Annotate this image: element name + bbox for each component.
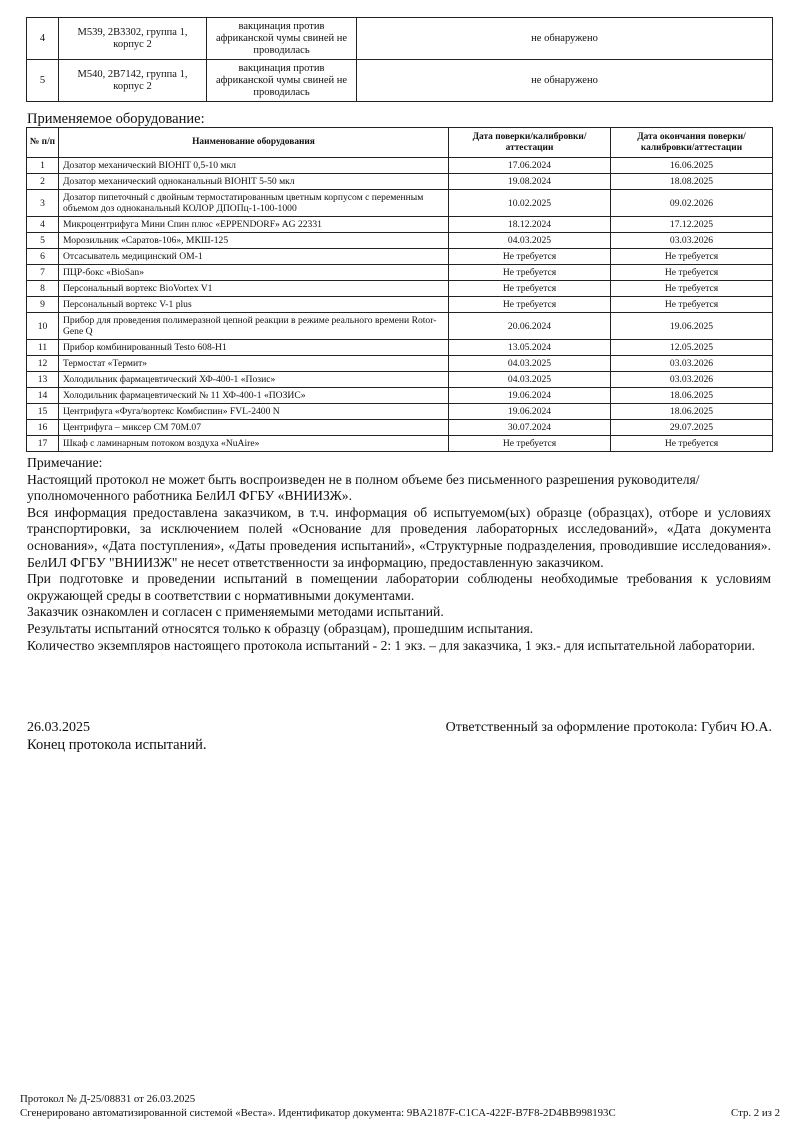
table-row: [27, 420, 773, 436]
row-number: 4: [27, 217, 59, 233]
equipment-name: Дозатор механический BIOHIT 0,5-10 мкл: [59, 158, 449, 174]
row-number: 1: [27, 158, 59, 174]
row-number: 10: [27, 313, 59, 340]
table-row: [27, 174, 773, 190]
results-table: [26, 17, 773, 102]
calibration-date: Не требуется: [449, 281, 611, 297]
equipment-name: Персональный вортекс V-1 plus: [59, 297, 449, 313]
column-header-num: № п/п: [27, 128, 59, 158]
row-number: 3: [27, 190, 59, 217]
signature-date: 26.03.2025: [27, 720, 90, 735]
row-number: 8: [27, 281, 59, 297]
table-row: [27, 313, 773, 340]
notes-heading: Примечание:: [27, 455, 103, 470]
table-row: [27, 60, 773, 102]
table-row: [27, 158, 773, 174]
calibration-date: Не требуется: [449, 265, 611, 281]
calibration-date: Не требуется: [449, 297, 611, 313]
calibration-end-date: Не требуется: [611, 297, 773, 313]
table-row: [27, 404, 773, 420]
equipment-name: Прибор для проведения полимеразной цепной реакции в режиме реального времени Rotor-Gene Q: [59, 313, 449, 340]
row-number: 15: [27, 404, 59, 420]
row-number: 5: [27, 233, 59, 249]
calibration-end-date: Не требуется: [611, 265, 773, 281]
row-number: 5: [27, 60, 59, 102]
equipment-name: Отсасыватель медицинский ОМ-1: [59, 249, 449, 265]
table-row: [27, 265, 773, 281]
row-number: 9: [27, 297, 59, 313]
equipment-name: Холодильник фармацевтический № 11 ХФ-400-1 «ПОЗИС»: [59, 388, 449, 404]
table-row: [27, 356, 773, 372]
notes-section: [27, 455, 771, 654]
calibration-date: 10.02.2025: [449, 190, 611, 217]
table-row: [27, 297, 773, 313]
calibration-date: 04.03.2025: [449, 372, 611, 388]
calibration-date: 17.06.2024: [449, 158, 611, 174]
calibration-end-date: 18.06.2025: [611, 388, 773, 404]
table-row: [27, 436, 773, 452]
table-row: [27, 249, 773, 265]
calibration-end-date: 03.03.2026: [611, 372, 773, 388]
equipment-heading: Применяемое оборудование:: [27, 111, 205, 127]
calibration-end-date: 18.08.2025: [611, 174, 773, 190]
table-row: [27, 233, 773, 249]
row-number: 12: [27, 356, 59, 372]
column-header-end-date: Дата окончания поверки/калибровки/аттестации: [611, 128, 773, 158]
equipment-name: ПЦР-бокс «BioSan»: [59, 265, 449, 281]
row-number: 11: [27, 340, 59, 356]
equipment-name: Шкаф с ламинарным потоком воздуха «NuAire»: [59, 436, 449, 452]
calibration-date: 13.05.2024: [449, 340, 611, 356]
calibration-date: 04.03.2025: [449, 356, 611, 372]
row-number: 14: [27, 388, 59, 404]
equipment-name: Центрифуга – миксер СМ 70М.07: [59, 420, 449, 436]
calibration-date: 19.06.2024: [449, 388, 611, 404]
note-paragraph: Настоящий протокол не может быть воспроизведен не в полном объеме без письменного разрешения руководителя/уполномоченного работника БелИЛ ФГБУ «ВНИИЗЖ».: [27, 471, 700, 504]
sample-id: M539, 2B3302, группа 1, корпус 2: [59, 18, 207, 60]
table-row: [27, 281, 773, 297]
table-row: [27, 190, 773, 217]
note-paragraph: Вся информация предоставлена заказчиком, в т.ч. информация об испытуемом(ых) образце (образцах), отборе и условиях транспортировки, за исключением полей «Основание для проведения лабораторных исследований», «Дата документа основания», «Дата поступления», «Даты проведения испытаний», «Структурные подразделения, проводившие исследования». БелИЛ ФГБУ "ВНИИЗЖ" не несет ответственности за информацию, предоставленную заказчиком.: [27, 504, 771, 570]
row-number: 7: [27, 265, 59, 281]
row-number: 17: [27, 436, 59, 452]
calibration-date: 20.06.2024: [449, 313, 611, 340]
equipment-name: Дозатор пипеточный с двойным термостатированным цветным корпусом с переменным объемом доз одноканальный КОЛОР ДПОПц-1-100-1000: [59, 190, 449, 217]
footer-generated-id: Сгенерировано автоматизированной системой «Веста». Идентификатор документа: 9BA2187F-C1CA-422F-B7F8-2D4BB998193C: [20, 1107, 616, 1119]
calibration-date: 18.12.2024: [449, 217, 611, 233]
calibration-end-date: 17.12.2025: [611, 217, 773, 233]
responsible-person: Ответственный за оформление протокола: Губич Ю.А.: [445, 720, 772, 735]
table-row: [27, 340, 773, 356]
vaccination-status: вакцинация против африканской чумы свиней не проводилась: [207, 18, 357, 60]
footer-protocol-number: Протокол № Д-25/08831 от 26.03.2025: [20, 1093, 196, 1105]
table-row: [27, 217, 773, 233]
equipment-name: Микроцентрифуга Мини Спин плюс «EPPENDORF» AG 22331: [59, 217, 449, 233]
calibration-end-date: Не требуется: [611, 249, 773, 265]
column-header-name: Наименование оборудования: [59, 128, 449, 158]
calibration-end-date: Не требуется: [611, 436, 773, 452]
row-number: 2: [27, 174, 59, 190]
row-number: 16: [27, 420, 59, 436]
equipment-table: [26, 127, 773, 452]
equipment-name: Дозатор механический одноканальный BIOHIT 5-50 мкл: [59, 174, 449, 190]
equipment-name: Прибор комбинированный Testo 608-H1: [59, 340, 449, 356]
calibration-date: 19.06.2024: [449, 404, 611, 420]
table-row: [27, 18, 773, 60]
calibration-end-date: 19.06.2025: [611, 313, 773, 340]
footer-page-number: Стр. 2 из 2: [731, 1107, 780, 1119]
calibration-end-date: Не требуется: [611, 281, 773, 297]
end-of-protocol: Конец протокола испытаний.: [27, 737, 207, 753]
calibration-end-date: 03.03.2026: [611, 233, 773, 249]
sample-id: M540, 2B7142, группа 1, корпус 2: [59, 60, 207, 102]
row-number: 4: [27, 18, 59, 60]
note-paragraph: Количество экземпляров настоящего протокола испытаний - 2: 1 экз. – для заказчика, 1 экз.- для испытательной лаборатории.: [27, 637, 756, 653]
equipment-name: Персональный вортекс BioVortex V1: [59, 281, 449, 297]
table-header-row: [27, 128, 773, 158]
row-number: 13: [27, 372, 59, 388]
table-row: [27, 372, 773, 388]
column-header-date: Дата поверки/калибровки/аттестации: [449, 128, 611, 158]
note-paragraph: Заказчик ознакомлен и согласен с применяемыми методами испытаний.: [27, 604, 444, 620]
vaccination-status: вакцинация против африканской чумы свиней не проводилась: [207, 60, 357, 102]
equipment-name: Морозильник «Саратов-106», МКШ-125: [59, 233, 449, 249]
test-result: не обнаружено: [357, 18, 773, 60]
calibration-date: Не требуется: [449, 249, 611, 265]
equipment-name: Центрифуга «Фуга/вортекс Комбиспин» FVL-2400 N: [59, 404, 449, 420]
calibration-date: 19.08.2024: [449, 174, 611, 190]
calibration-end-date: 29.07.2025: [611, 420, 773, 436]
calibration-end-date: 03.03.2026: [611, 356, 773, 372]
calibration-date: 30.07.2024: [449, 420, 611, 436]
calibration-date: Не требуется: [449, 436, 611, 452]
calibration-end-date: 09.02.2026: [611, 190, 773, 217]
table-row: [27, 388, 773, 404]
equipment-name: Холодильник фармацевтический ХФ-400-1 «Позис»: [59, 372, 449, 388]
calibration-date: 04.03.2025: [449, 233, 611, 249]
equipment-name: Термостат «Термит»: [59, 356, 449, 372]
row-number: 6: [27, 249, 59, 265]
note-paragraph: Результаты испытаний относятся только к образцу (образцам), прошедшим испытания.: [27, 620, 534, 636]
calibration-end-date: 16.06.2025: [611, 158, 773, 174]
equipment-table-body: [27, 158, 773, 452]
note-paragraph: При подготовке и проведении испытаний в помещении лаборатории соблюдены необходимые требования к условиям окружающей среды в соответствии с нормативными документами.: [27, 571, 771, 603]
calibration-end-date: 12.05.2025: [611, 340, 773, 356]
test-result: не обнаружено: [357, 60, 773, 102]
calibration-end-date: 18.06.2025: [611, 404, 773, 420]
